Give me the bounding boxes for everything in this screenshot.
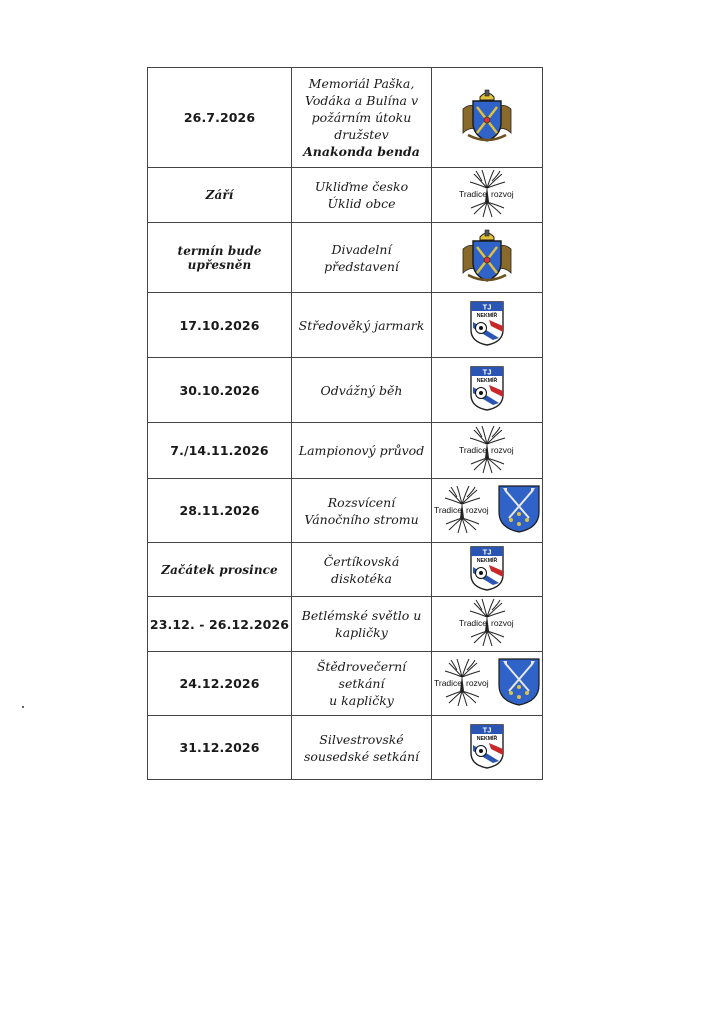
event-name-line: diskotéka: [331, 570, 392, 586]
organizer-logos: [432, 597, 543, 652]
organizer-logos: [432, 68, 543, 168]
event-name-line: sousedské setkání: [303, 748, 420, 764]
event-name-line: Lampionový průvod: [298, 443, 425, 458]
event-date: Září: [148, 168, 292, 223]
event-date: 30.10.2026: [148, 358, 292, 423]
nekmir-label: NEKMÍŘ: [476, 313, 498, 319]
tradice-rozvoj-logo: [433, 484, 491, 534]
event-name-line: Vánočního stromu: [304, 511, 419, 527]
tradice-label: Tradice: [434, 504, 463, 515]
rozvoj-label: rozvoj: [466, 677, 489, 688]
rozvoj-label: rozvoj: [491, 189, 514, 199]
event-name: [292, 479, 432, 543]
event-row: [148, 168, 543, 223]
organizer-logos: [432, 168, 543, 223]
tradice-label: Tradice: [459, 618, 488, 628]
event-name-line: Rozsvícení: [327, 494, 396, 510]
logo-group: [469, 545, 505, 591]
rozvoj-label: rozvoj: [466, 504, 489, 515]
tj-nekmir-logo: [469, 545, 505, 591]
logo-group: [460, 87, 514, 145]
logo-group: [460, 227, 514, 285]
organizer-logos: [432, 479, 543, 543]
firefighters-emblem-icon: [460, 227, 514, 285]
logo-group: [433, 657, 541, 707]
event-row: [148, 68, 543, 168]
event-name-line: Úklid obce: [327, 196, 396, 211]
tj-nekmir-logo: [469, 300, 505, 346]
event-name: [292, 543, 432, 597]
event-name: [292, 168, 432, 223]
logo-group: [469, 723, 505, 769]
tradice-label: Tradice: [459, 444, 488, 455]
event-row: [148, 652, 543, 716]
events-table: [147, 67, 543, 780]
tj-label: TJ: [482, 367, 492, 377]
rozvoj-label: rozvoj: [491, 444, 514, 455]
logo-group: [458, 168, 516, 218]
event-name: [292, 423, 432, 479]
event-row: [148, 223, 543, 293]
tj-nekmir-logo: [469, 365, 505, 411]
nekmir-label: NEKMÍŘ: [476, 557, 498, 564]
event-name: [292, 358, 432, 423]
event-name: [292, 597, 432, 652]
logo-group: [458, 424, 516, 474]
event-date: 28.11.2026: [148, 479, 292, 543]
organizer-logos: [432, 223, 543, 293]
logo-group: [458, 597, 516, 647]
event-row: [148, 293, 543, 358]
logo-group: [469, 365, 505, 411]
event-name-line: Silvestrovské: [319, 731, 404, 747]
event-name-line: kapličky: [335, 625, 388, 640]
event-name: [292, 223, 432, 293]
event-row: [148, 543, 543, 597]
logo-group: [433, 484, 541, 534]
tradice-label: Tradice: [459, 189, 488, 199]
event-name-line: Betlémské světlo u: [301, 608, 422, 623]
tj-label: TJ: [482, 302, 492, 312]
organizer-logos: [432, 423, 543, 479]
event-row: [148, 597, 543, 652]
tradice-rozvoj-logo: [458, 168, 516, 218]
village-coat-of-arms-icon: [497, 657, 541, 707]
logo-group: [469, 300, 505, 346]
event-date: 17.10.2026: [148, 293, 292, 358]
event-name-line: družstev: [334, 127, 389, 142]
nekmir-label: NEKMÍŘ: [476, 735, 498, 742]
event-row: [148, 716, 543, 780]
event-date: 24.12.2026: [148, 652, 292, 716]
organizer-logos: [432, 652, 543, 716]
event-date: 23.12. - 26.12.2026: [148, 597, 292, 652]
event-name-line: Středověký jarmark: [298, 317, 425, 333]
event-date: 26.7.2026: [148, 68, 292, 168]
event-name: [292, 652, 432, 716]
event-name-line: Odvážný běh: [320, 382, 403, 398]
event-name: [292, 716, 432, 780]
event-date: Začátek prosince: [148, 543, 292, 597]
village-coat-of-arms-icon: [497, 484, 541, 534]
event-name-line: požárním útoku: [311, 110, 412, 125]
tj-nekmir-logo: [469, 723, 505, 769]
firefighters-emblem-icon: [460, 87, 514, 145]
event-name-line: Čertíkovská: [323, 553, 400, 569]
event-row: [148, 479, 543, 543]
tradice-rozvoj-logo: [433, 657, 491, 707]
organizer-logos: [432, 358, 543, 423]
tj-label: TJ: [482, 547, 492, 556]
event-date: termín bude upřesněn: [148, 223, 292, 293]
rozvoj-label: rozvoj: [491, 618, 514, 628]
tradice-label: Tradice: [434, 677, 463, 688]
event-name-line: Štědrovečerní setkání: [316, 659, 407, 691]
tradice-rozvoj-logo: [458, 424, 516, 474]
event-name-line: Memoriál Paška,: [308, 76, 415, 91]
event-name: [292, 293, 432, 358]
event-name: [292, 68, 432, 168]
event-name-line: Vodáka a Bulína v: [304, 93, 419, 108]
nekmir-label: NEKMÍŘ: [476, 378, 498, 384]
event-name-line: Divadelní: [331, 241, 392, 257]
events-table-body: [148, 68, 543, 780]
scan-speck: [22, 706, 24, 708]
event-name-line: představení: [324, 258, 399, 274]
tradice-rozvoj-logo: [458, 597, 516, 647]
organizer-logos: [432, 543, 543, 597]
event-row: [148, 358, 543, 423]
organizer-logos: [432, 293, 543, 358]
event-organizer: Anakonda benda: [303, 144, 420, 159]
organizer-logos: [432, 716, 543, 780]
event-row: [148, 423, 543, 479]
tj-label: TJ: [482, 725, 492, 734]
event-name-line: u kapličky: [329, 693, 394, 708]
event-date: 7./14.11.2026: [148, 423, 292, 479]
event-date: 31.12.2026: [148, 716, 292, 780]
event-name-line: Ukliďme česko: [314, 179, 409, 194]
